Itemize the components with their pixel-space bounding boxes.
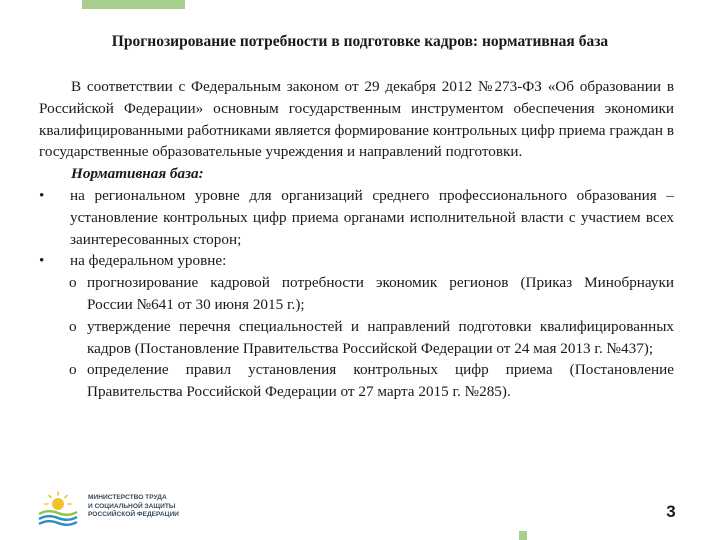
subitem-marker: o <box>69 361 77 379</box>
bullet-marker: • <box>39 252 45 270</box>
logo-line-1: МИНИСТЕРСТВО ТРУДА <box>88 494 167 501</box>
bullet-text: на федеральном уровне: <box>70 252 227 270</box>
ministry-sun-waves-icon <box>36 491 80 529</box>
slide-body <box>39 76 674 403</box>
top-accent-bar <box>82 0 185 9</box>
logo-line-3: РОССИЙСКОЙ ФЕДЕРАЦИИ <box>88 511 179 519</box>
page-number: 3 <box>666 502 676 521</box>
bullet-federal <box>39 250 674 272</box>
intro-paragraph: В соответствии с Федеральным законом от 29 декабря 2012 №273-ФЗ «Об образовании в Российской Федерации» основным государственным инструментом обеспечения экономики квалифицированными работниками является формирование контрольных цифр приема граждан в государственные образовательные учреждения и направлений подготовки. <box>39 78 674 161</box>
subitem-marker: o <box>69 274 77 292</box>
subitem-forecasting <box>39 272 674 316</box>
slide-title: Прогнозирование потребности в подготовке кадров: нормативная база <box>111 33 609 50</box>
ministry-logo <box>36 491 196 531</box>
bullet-text: на региональном уровне для организаций среднего профессионального образования – установление контрольных цифр приема органами исполнительной власти с участием всех заинтересованных сторон; <box>70 186 674 248</box>
subitem-text: прогнозирование кадровой потребности экономик регионов (Приказ Минобрнауки России №641 от 30 июня 2015 г.); <box>87 274 674 313</box>
subitem-marker: o <box>69 317 77 335</box>
logo-line-2: И СОЦИАЛЬНОЙ ЗАЩИТЫ <box>88 502 176 510</box>
bottom-accent-bar <box>519 531 527 540</box>
subitem-text: определение правил установления контрольных цифр приема (Постановление Правительства Российской Федерации от 27 марта 2015 г. №285). <box>87 361 674 401</box>
bullet-marker: • <box>39 186 45 204</box>
subitem-text: утверждение перечня специальностей и направлений подготовки квалифицированных кадров (Постановление Правительства Российской Федерации от 24 мая 2013 г. №437); <box>87 317 674 357</box>
basis-heading: Нормативная база: <box>71 165 204 183</box>
logo-text <box>88 494 179 520</box>
subitem-rules <box>39 359 674 403</box>
bullet-regional <box>39 185 674 250</box>
subitem-specialties <box>39 316 674 360</box>
